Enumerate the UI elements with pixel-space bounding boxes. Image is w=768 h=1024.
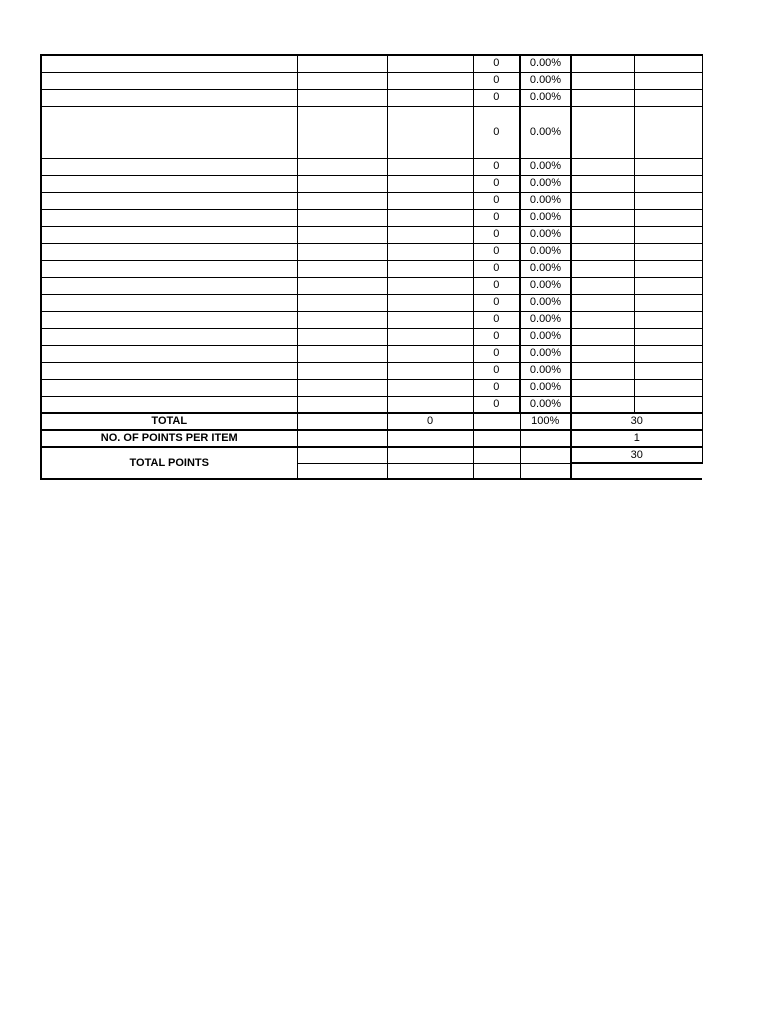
cell [297,345,387,362]
cell [387,89,473,106]
cell [297,463,387,479]
cell [387,72,473,89]
percent-cell: 0.00% [520,158,571,175]
percent-cell: 0.00% [520,311,571,328]
cell [387,158,473,175]
table-row [41,192,702,209]
cell [634,311,702,328]
count-cell: 0 [473,379,520,396]
cell [387,345,473,362]
cell [387,226,473,243]
cell [571,260,634,277]
cell [520,447,571,463]
item-cell [41,396,297,413]
item-cell [41,72,297,89]
table-row [41,328,702,345]
cell [571,72,634,89]
cell [571,226,634,243]
count-cell: 0 [473,106,520,158]
table-row [41,311,702,328]
table-row [41,362,702,379]
count-cell: 0 [473,345,520,362]
cell [387,106,473,158]
table-row [41,106,702,158]
count-cell: 0 [473,192,520,209]
item-cell [41,209,297,226]
cell [387,294,473,311]
count-cell: 0 [473,260,520,277]
cell [387,430,473,447]
cell [634,379,702,396]
total-points-label: TOTAL POINTS [41,447,297,479]
table-row [41,396,702,413]
cell [571,106,634,158]
item-cell [41,175,297,192]
cell [297,294,387,311]
cell [571,277,634,294]
cell [387,328,473,345]
cell [387,362,473,379]
cell [571,362,634,379]
item-cell [41,260,297,277]
cell [634,89,702,106]
percent-cell: 0.00% [520,106,571,158]
cell [473,413,520,430]
cell [634,175,702,192]
cell [387,243,473,260]
cell [634,192,702,209]
cell [571,175,634,192]
item-cell [41,243,297,260]
cell [473,430,520,447]
cell [387,379,473,396]
count-cell: 0 [473,175,520,192]
item-cell [41,379,297,396]
cell [387,463,473,479]
cell [297,277,387,294]
total-points-value: 30 [571,447,702,463]
total-value: 0 [387,413,473,430]
cell [297,106,387,158]
cell [571,209,634,226]
cell [297,430,387,447]
count-cell: 0 [473,226,520,243]
percent-cell: 0.00% [520,226,571,243]
cell [297,55,387,72]
percent-cell: 0.00% [520,243,571,260]
count-cell: 0 [473,396,520,413]
count-cell: 0 [473,362,520,379]
cell [571,192,634,209]
count-cell: 0 [473,311,520,328]
percent-cell: 0.00% [520,209,571,226]
total-points-row [41,447,702,463]
percent-cell: 0.00% [520,192,571,209]
cell [297,413,387,430]
cell [387,192,473,209]
cell [571,158,634,175]
cell [297,396,387,413]
item-cell [41,345,297,362]
cell [634,55,702,72]
table-row [41,158,702,175]
count-cell: 0 [473,277,520,294]
item-cell [41,311,297,328]
percent-cell: 0.00% [520,175,571,192]
cell [387,277,473,294]
points-value: 1 [571,430,702,447]
item-cell [41,328,297,345]
table-row [41,89,702,106]
cell [297,328,387,345]
table-row [41,294,702,311]
cell [571,345,634,362]
cell [297,158,387,175]
total-pct: 100% [520,413,571,430]
cell [634,362,702,379]
spec-table [40,54,703,480]
percent-cell: 0.00% [520,55,571,72]
cell [297,89,387,106]
cell [634,209,702,226]
cell [473,447,520,463]
item-cell [41,158,297,175]
cell [387,55,473,72]
total-label: TOTAL [41,413,297,430]
item-cell [41,106,297,158]
item-cell [41,362,297,379]
cell [571,243,634,260]
item-cell [41,55,297,72]
count-cell: 0 [473,89,520,106]
table-row [41,345,702,362]
percent-cell: 0.00% [520,260,571,277]
table-row [41,55,702,72]
count-cell: 0 [473,158,520,175]
item-cell [41,226,297,243]
table-row [41,209,702,226]
percent-cell: 0.00% [520,379,571,396]
count-cell: 0 [473,243,520,260]
cell [520,430,571,447]
cell [297,209,387,226]
cell [297,192,387,209]
item-cell [41,89,297,106]
cell [634,106,702,158]
points-label: NO. OF POINTS PER ITEM [41,430,297,447]
percent-cell: 0.00% [520,345,571,362]
count-cell: 0 [473,209,520,226]
cell [634,277,702,294]
table-row [41,175,702,192]
cell [387,175,473,192]
percent-cell: 0.00% [520,277,571,294]
cell [387,311,473,328]
count-cell: 0 [473,72,520,89]
table-row [41,260,702,277]
cell [387,447,473,463]
cell [297,243,387,260]
cell [571,396,634,413]
table-row [41,226,702,243]
item-cell [41,277,297,294]
cell [634,345,702,362]
cell [634,158,702,175]
percent-cell: 0.00% [520,294,571,311]
table-row [41,379,702,396]
cell [297,447,387,463]
points-row [41,430,702,447]
cell [571,294,634,311]
item-cell [41,192,297,209]
cell [571,89,634,106]
cell [571,379,634,396]
cell [297,311,387,328]
cell [297,175,387,192]
count-cell: 0 [473,328,520,345]
cell [634,260,702,277]
count-cell: 0 [473,294,520,311]
item-cell [41,294,297,311]
cell [387,209,473,226]
percent-cell: 0.00% [520,89,571,106]
table-row [41,243,702,260]
cell [634,294,702,311]
cell [473,463,520,479]
cell [634,328,702,345]
cell [571,55,634,72]
cell [634,243,702,260]
table-row [41,277,702,294]
cell [571,328,634,345]
cell [297,260,387,277]
percent-cell: 0.00% [520,72,571,89]
cell [634,396,702,413]
percent-cell: 0.00% [520,328,571,345]
cell [520,463,571,479]
total-row [41,413,702,430]
cell [297,379,387,396]
cell [297,226,387,243]
cell [387,396,473,413]
cell [387,260,473,277]
cell [634,226,702,243]
cell [297,362,387,379]
percent-cell: 0.00% [520,362,571,379]
count-cell: 0 [473,55,520,72]
cell [634,72,702,89]
cell [571,463,702,479]
total-items: 30 [571,413,702,430]
percent-cell: 0.00% [520,396,571,413]
cell [297,72,387,89]
cell [571,311,634,328]
table-row [41,72,702,89]
